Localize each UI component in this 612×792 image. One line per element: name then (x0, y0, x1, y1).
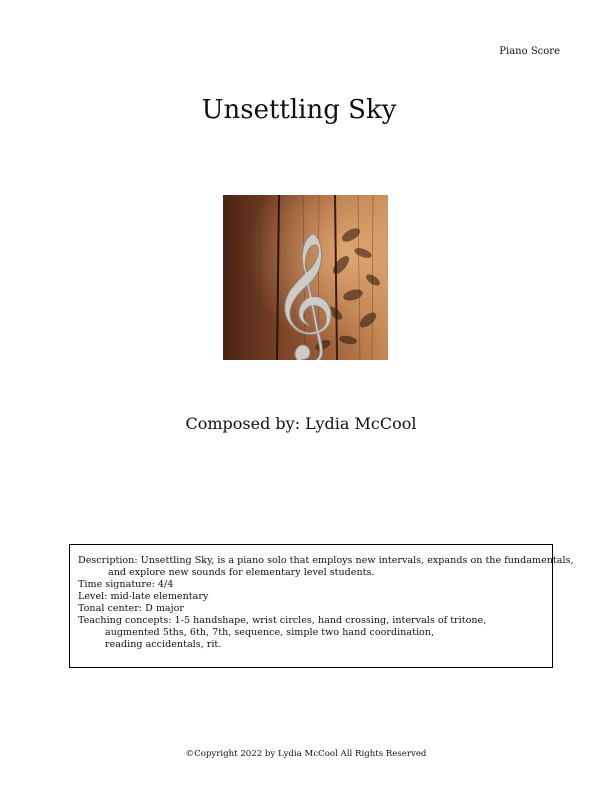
page-title: Unsettling Sky (201, 95, 397, 125)
cover-image (223, 195, 388, 360)
description-line: Description: Unsettling Sky, is a piano solo that employs new intervals, expands on the fundamentals, (78, 555, 574, 566)
tonal-center: Tonal center: D major (78, 603, 184, 614)
score-type-label: Piano Score (499, 46, 560, 57)
time-signature: Time signature: 4/4 (78, 579, 174, 590)
teaching-concepts-line: reading accidentals, rit. (105, 639, 222, 650)
treble-clef-icon: 𝄞 (271, 231, 337, 359)
teaching-concepts: Teaching concepts: 1-5 handshape, wrist circles, hand crossing, intervals of tritone, (78, 615, 487, 626)
description-box (69, 544, 574, 668)
copyright-notice: ©Copyright 2022 by Lydia McCool All Rights Reserved (185, 749, 427, 759)
level: Level: mid-late elementary (78, 591, 209, 602)
composer-credit: Composed by: Lydia McCool (185, 414, 417, 433)
description-line: and explore new sounds for elementary level students. (108, 567, 375, 578)
teaching-concepts-line: augmented 5ths, 6th, 7th, sequence, simple two hand coordination, (105, 627, 435, 638)
